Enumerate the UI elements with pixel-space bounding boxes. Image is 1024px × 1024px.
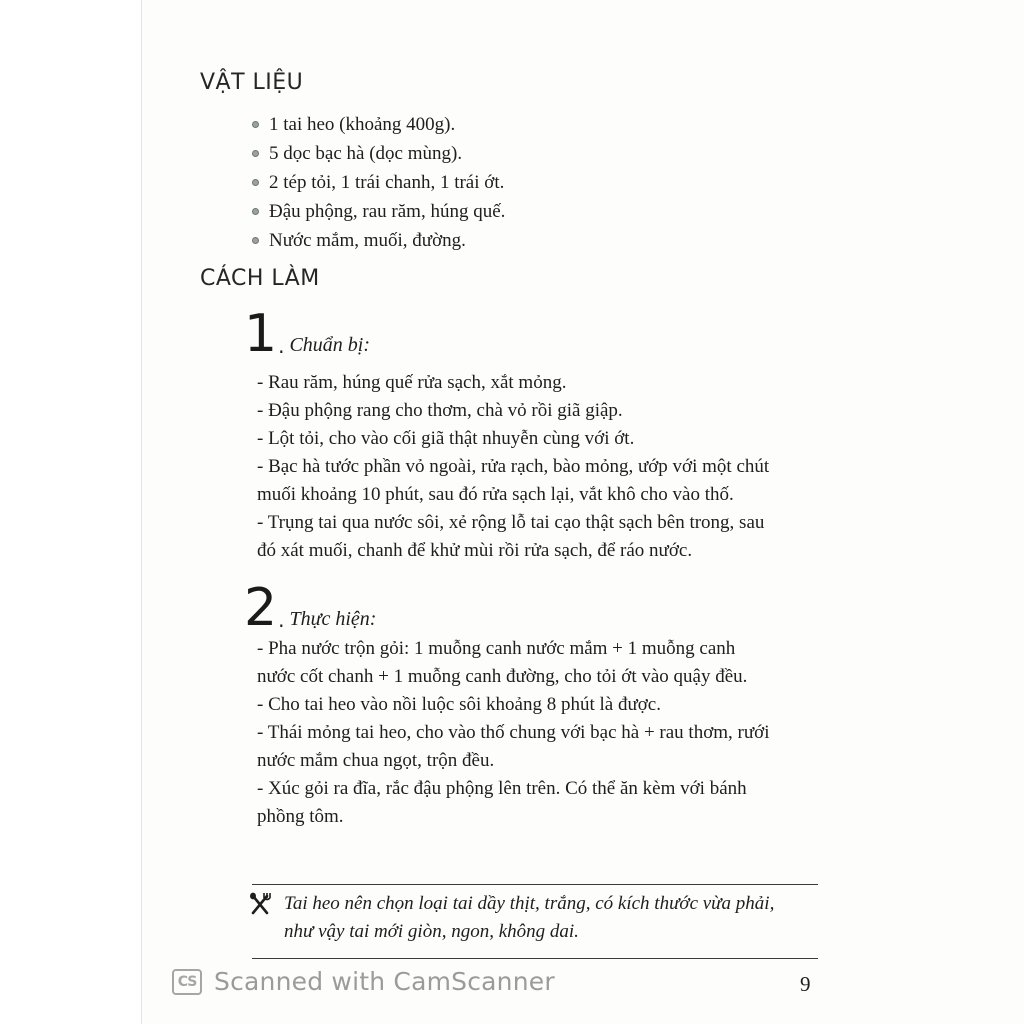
camscanner-watermark [172, 967, 555, 996]
step-1-header [244, 304, 371, 364]
bullet-icon [252, 208, 259, 215]
method-heading: CÁCH LÀM [200, 266, 320, 291]
ingredient-text: Nước mắm, muối, đường. [269, 230, 466, 251]
instruction-line: đó xát muối, chanh để khử mùi rồi rửa sạch, để ráo nước. [257, 540, 693, 561]
step-2-header [244, 578, 377, 638]
instruction-line: nước cốt chanh + 1 muỗng canh đường, cho tỏi ớt vào quậy đều. [257, 666, 748, 687]
step-number: 2 [244, 578, 278, 638]
ingredient-item [250, 139, 505, 168]
instruction-line: - Pha nước trộn gỏi: 1 muỗng canh nước mắm + 1 muỗng canh [257, 638, 736, 659]
step-title: Thực hiện: [289, 608, 377, 630]
instruction-line: phồng tôm. [257, 806, 344, 827]
instruction-line: - Trụng tai qua nước sôi, xẻ rộng lỗ tai cạo thật sạch bên trong, sau [257, 512, 765, 533]
ingredient-item [250, 226, 505, 255]
bullet-icon [252, 121, 259, 128]
instruction-line: - Thái mỏng tai heo, cho vào thố chung với bạc hà + rau thơm, rưới [257, 722, 770, 743]
step-1-instructions [257, 369, 817, 565]
instruction-line: - Đậu phộng rang cho thơm, chà vỏ rồi giã giập. [257, 400, 623, 421]
ingredient-list [250, 110, 505, 255]
ingredient-text: 5 dọc bạc hà (dọc mùng). [269, 143, 463, 164]
step-dot: . [278, 608, 285, 632]
instruction-line: - Rau răm, húng quế rửa sạch, xắt mỏng. [257, 372, 567, 393]
ingredient-item [250, 197, 505, 226]
instruction-line: - Bạc hà tước phần vỏ ngoài, rửa rạch, bào mỏng, ướp với một chút [257, 456, 770, 477]
instruction-line: - Cho tai heo vào nồi luộc sôi khoảng 8 phút là được. [257, 694, 661, 715]
ingredient-text: Đậu phộng, rau răm, húng quế. [269, 201, 506, 222]
bullet-icon [252, 237, 259, 244]
tip-line: Tai heo nên chọn loại tai dầy thịt, trắng, có kích thước vừa phải, [284, 893, 775, 914]
tip-text [284, 890, 774, 946]
watermark-text: Scanned with CamScanner [214, 967, 555, 996]
page-number: 9 [800, 972, 811, 996]
instruction-line: - Lột tỏi, cho vào cối giã thật nhuyễn cùng với ớt. [257, 428, 635, 449]
instruction-line: muối khoảng 10 phút, sau đó rửa sạch lại, vắt khô cho vào thố. [257, 484, 734, 505]
instruction-line: nước mắm chua ngọt, trộn đều. [257, 750, 495, 771]
materials-heading: VẬT LIỆU [200, 70, 304, 95]
ingredient-text: 2 tép tỏi, 1 trái chanh, 1 trái ớt. [269, 172, 505, 193]
tip-line: như vậy tai mới giòn, ngon, không dai. [284, 921, 579, 942]
tip-top-rule [252, 884, 818, 885]
camscanner-logo: CS [172, 969, 202, 995]
step-2-instructions [257, 635, 817, 831]
bullet-icon [252, 179, 259, 186]
step-title: Chuẩn bị: [289, 334, 371, 356]
tip-bottom-rule [252, 958, 818, 959]
step-number: 1 [244, 304, 278, 364]
bullet-icon [252, 150, 259, 157]
fork-spoon-icon [248, 892, 272, 916]
instruction-line: - Xúc gỏi ra đĩa, rắc đậu phộng lên trên. Có thể ăn kèm với bánh [257, 778, 747, 799]
ingredient-item [250, 168, 505, 197]
step-dot: . [278, 334, 285, 358]
ingredient-item [250, 110, 505, 139]
ingredient-text: 1 tai heo (khoảng 400g). [269, 114, 456, 135]
